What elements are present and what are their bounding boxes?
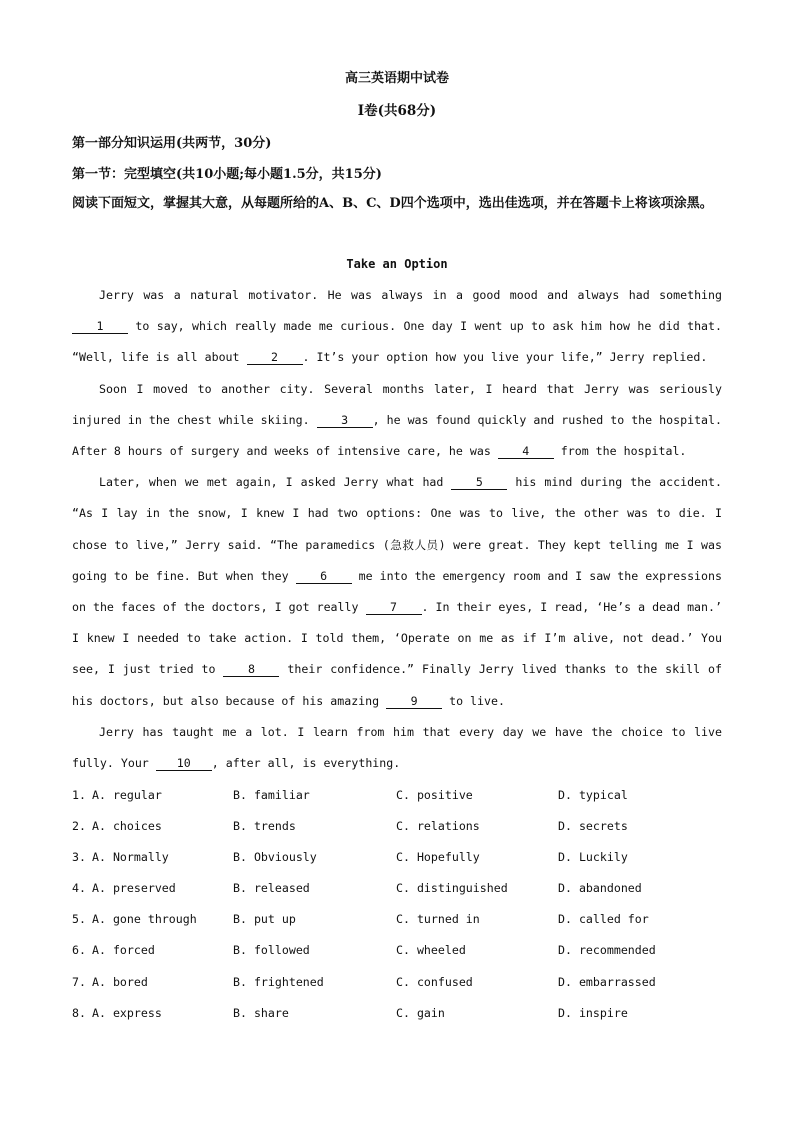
option-a: A. Normally — [92, 850, 169, 865]
option-row — [72, 904, 722, 935]
option-b: B. followed — [233, 943, 310, 958]
passage-text: , after all, is everything. — [211, 756, 401, 771]
exam-title: 高三英语期中试卷 — [344, 71, 449, 86]
option-c: C. wheeled — [396, 943, 466, 958]
question-number: 4. — [72, 881, 86, 896]
option-b: B. Obviously — [233, 850, 317, 865]
option-d: D. typical — [558, 788, 628, 802]
option-d: D. Luckily — [558, 850, 628, 865]
blank-10: 10 — [156, 756, 212, 771]
option-c: C. distinguished — [396, 881, 508, 896]
option-row — [72, 967, 722, 998]
cloze-passage — [72, 280, 722, 779]
passage-text: from the hospital. — [553, 444, 687, 459]
blank-4: 4 — [498, 444, 554, 459]
question-number: 2. — [72, 819, 86, 834]
option-c: C. relations — [396, 819, 480, 834]
section-heading: 第一节：完型填空(共10小题;每小题1.5分，共15分) — [72, 167, 382, 182]
blank-3: 3 — [317, 413, 373, 428]
question-number: 6. — [72, 943, 86, 958]
question-number: 1. — [72, 788, 86, 802]
option-row — [72, 811, 722, 842]
passage-text: me into the emergency room and I saw the expressions on the faces of the doctors, I got really — [72, 568, 722, 615]
option-c: C. confused — [396, 974, 473, 989]
passage-paragraph — [72, 717, 722, 779]
option-row — [72, 935, 722, 966]
option-a: A. express — [92, 1005, 162, 1020]
blank-1: 1 — [72, 319, 128, 334]
option-b: B. share — [233, 1005, 289, 1020]
part-heading: 第一部分知识运用(共两节，30分) — [72, 136, 272, 151]
exam-subtitle: Ⅰ卷(共68分) — [357, 103, 437, 119]
question-number: 8. — [72, 1005, 86, 1020]
option-d: D. abandoned — [558, 881, 642, 896]
passage-text: his mind during the accident. “As I lay in the snow, I knew I had two options: One was to live, the other was to die. I chose to live,” Jerry said. “The paramedics (急救人员) were great. They kept telling me I was going to be fine. But when they — [72, 475, 722, 583]
passage-text: Jerry was a natural motivator. He was always in a good mood and always had something — [99, 288, 722, 302]
option-b: B. released — [233, 881, 310, 896]
passage-text: Later, when we met again, I asked Jerry what had — [99, 475, 452, 490]
question-number: 5. — [72, 912, 86, 927]
option-c: C. positive — [396, 788, 473, 802]
option-row — [72, 780, 722, 811]
option-d: D. recommended — [558, 943, 656, 958]
blank-6: 6 — [296, 569, 352, 584]
blank-7: 7 — [366, 600, 422, 615]
option-c: C. gain — [396, 1005, 445, 1020]
passage-paragraph — [72, 467, 722, 717]
blank-9: 9 — [386, 694, 442, 709]
option-c: C. Hopefully — [396, 850, 480, 865]
passage-text: to say, which really made me curious. One day I went up to ask him how he did that. “Well, life is all about — [72, 319, 722, 365]
option-a: A. gone through — [92, 912, 197, 927]
passage-paragraph — [72, 374, 722, 468]
passage-text: their confidence.” Finally Jerry lived thanks to the skill of his doctors, but also because of his amazing — [72, 662, 722, 708]
option-b: B. frightened — [233, 974, 324, 989]
passage-text: Soon I moved to another city. Several months later, I heard that Jerry was seriously injured in the chest while skiing. — [72, 381, 722, 427]
option-a: A. bored — [92, 974, 148, 989]
option-a: A. forced — [92, 943, 155, 958]
option-row — [72, 842, 722, 873]
option-c: C. turned in — [396, 912, 480, 927]
option-d: D. secrets — [558, 819, 628, 834]
options-list — [72, 780, 722, 1029]
option-b: B. trends — [233, 819, 296, 834]
passage-text: . It’s your option how you live your life,” Jerry replied. — [302, 350, 708, 365]
option-d: D. inspire — [558, 1005, 628, 1020]
instructions: 阅读下面短文，掌握其大意，从每题所给的A、B、C、D四个选项中，选出佳选项，并在答题卡上将该项涂黑。 — [72, 196, 713, 211]
passage-title: Take an Option — [346, 257, 448, 271]
passage-text: , he was found quickly and rushed to the hospital. After 8 hours of surgery and weeks of intensive care, he was — [72, 412, 722, 459]
passage-text: to live. — [442, 693, 505, 708]
option-a: A. preserved — [92, 881, 176, 896]
blank-8: 8 — [223, 662, 279, 677]
question-number: 3. — [72, 850, 86, 865]
blank-2: 2 — [247, 350, 303, 365]
option-a: A. choices — [92, 819, 162, 834]
blank-5: 5 — [451, 475, 507, 490]
passage-paragraph — [72, 280, 722, 374]
option-b: B. familiar — [233, 788, 310, 802]
option-row — [72, 998, 722, 1029]
passage-text: . In their eyes, I read, ‘He’s a dead man.’ I knew I needed to take action. I told them, ‘Operate on me as if I’m alive, not dead.’ You see, I just tried to — [72, 600, 722, 677]
option-d: D. called for — [558, 912, 649, 927]
passage-text: Jerry has taught me a lot. I learn from him that every day we have the choice to live fully. Your — [72, 724, 722, 771]
option-row — [72, 873, 722, 904]
option-d: D. embarrassed — [558, 974, 656, 989]
option-b: B. put up — [233, 912, 296, 927]
option-a: A. regular — [92, 788, 162, 802]
question-number: 7. — [72, 974, 86, 989]
